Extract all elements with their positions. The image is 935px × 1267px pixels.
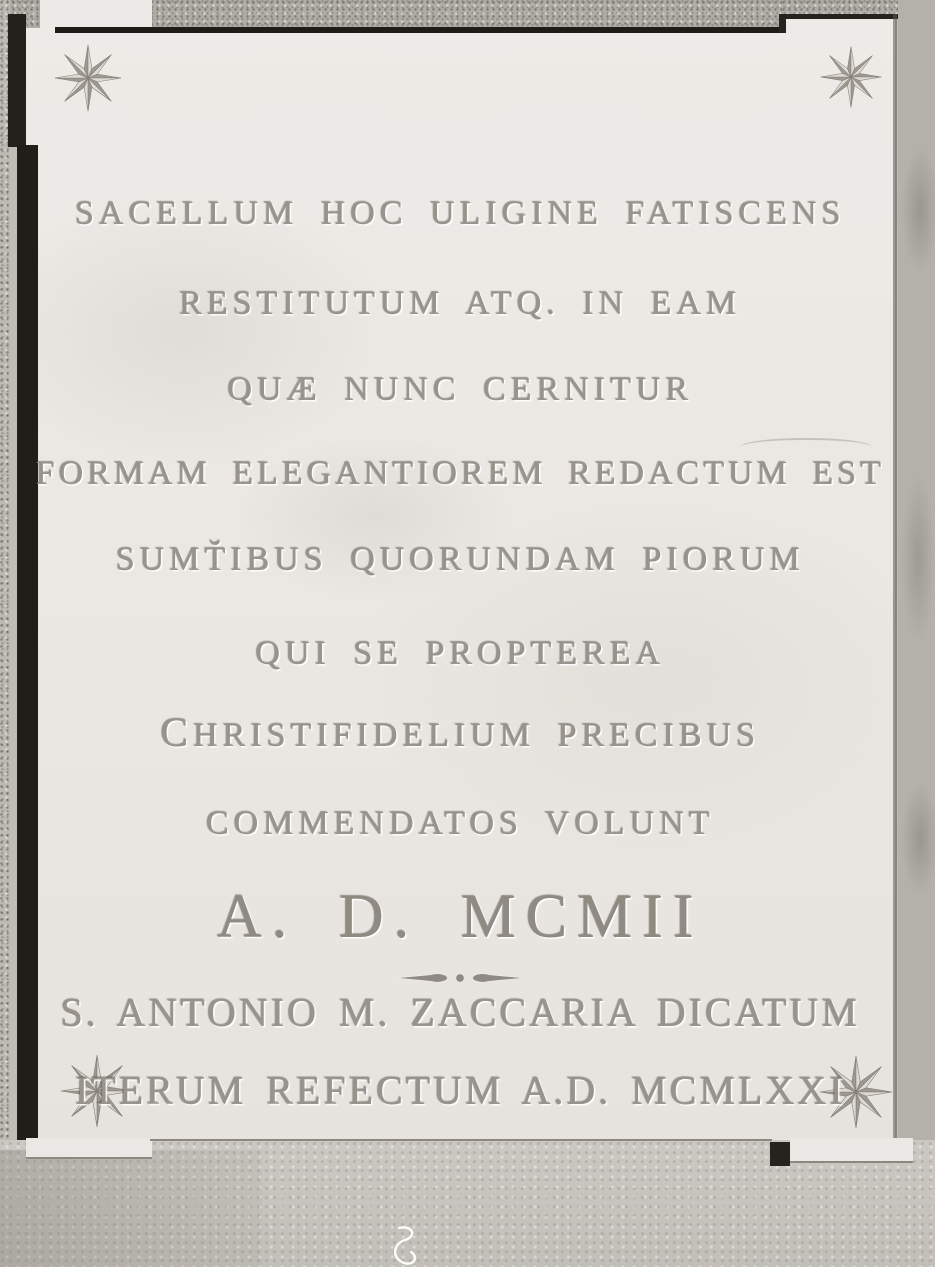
inscription-line: QUÆ NUNC CERNITUR [227,371,694,408]
bottom-edge-notch [770,1142,790,1166]
inscription-line: SACELLUM HOC ULIGINE FATISCENS [75,195,846,232]
inscription-line: CHRISTIFIDELIUM PRECIBUS [160,709,761,755]
sill-left-shading [0,1150,262,1267]
inscription-refectum-line: ITERUM REFECTUM A.D. MCMLXXI [75,1068,846,1113]
faint-scratch-mark [740,438,872,456]
inscription-year-line: A. D. MCMII [217,883,704,951]
star-rosette-icon [818,44,884,110]
plaque-bottom-edge-line [150,1139,772,1141]
curved-scratch-mark [383,1226,427,1267]
star-rosette-icon [52,42,124,114]
stone-frame-right [898,0,935,1165]
inscription-line: COMMENDATOS VOLUNT [206,805,715,842]
spear-dot-divider-icon [394,972,526,984]
marble-plaque [26,10,895,1158]
plaque-bottom-right-edge [790,1138,913,1163]
inscription-line: FORMAM ELEGANTIOREM REDACTUM EST [35,455,886,492]
inscription-line: QUI SE PROPTEREA [255,635,666,672]
left-shadow-gap-upper [8,14,26,147]
inscription-dedication-line: S. ANTONIO M. ZACCARIA DICATUM [60,990,861,1035]
inscription-line: RESTITUTUM ATQ. IN EAM [179,285,742,322]
stone-frame-left [0,0,10,1267]
top-shadow-gap [55,27,782,33]
plaque-top-left-corner [40,0,152,28]
top-shadow-step [779,14,786,33]
inscription-line: SUMT̆IBUS QUORUNDAM PIORUM [116,541,805,578]
plaque-bottom-left-edge [26,1138,152,1159]
